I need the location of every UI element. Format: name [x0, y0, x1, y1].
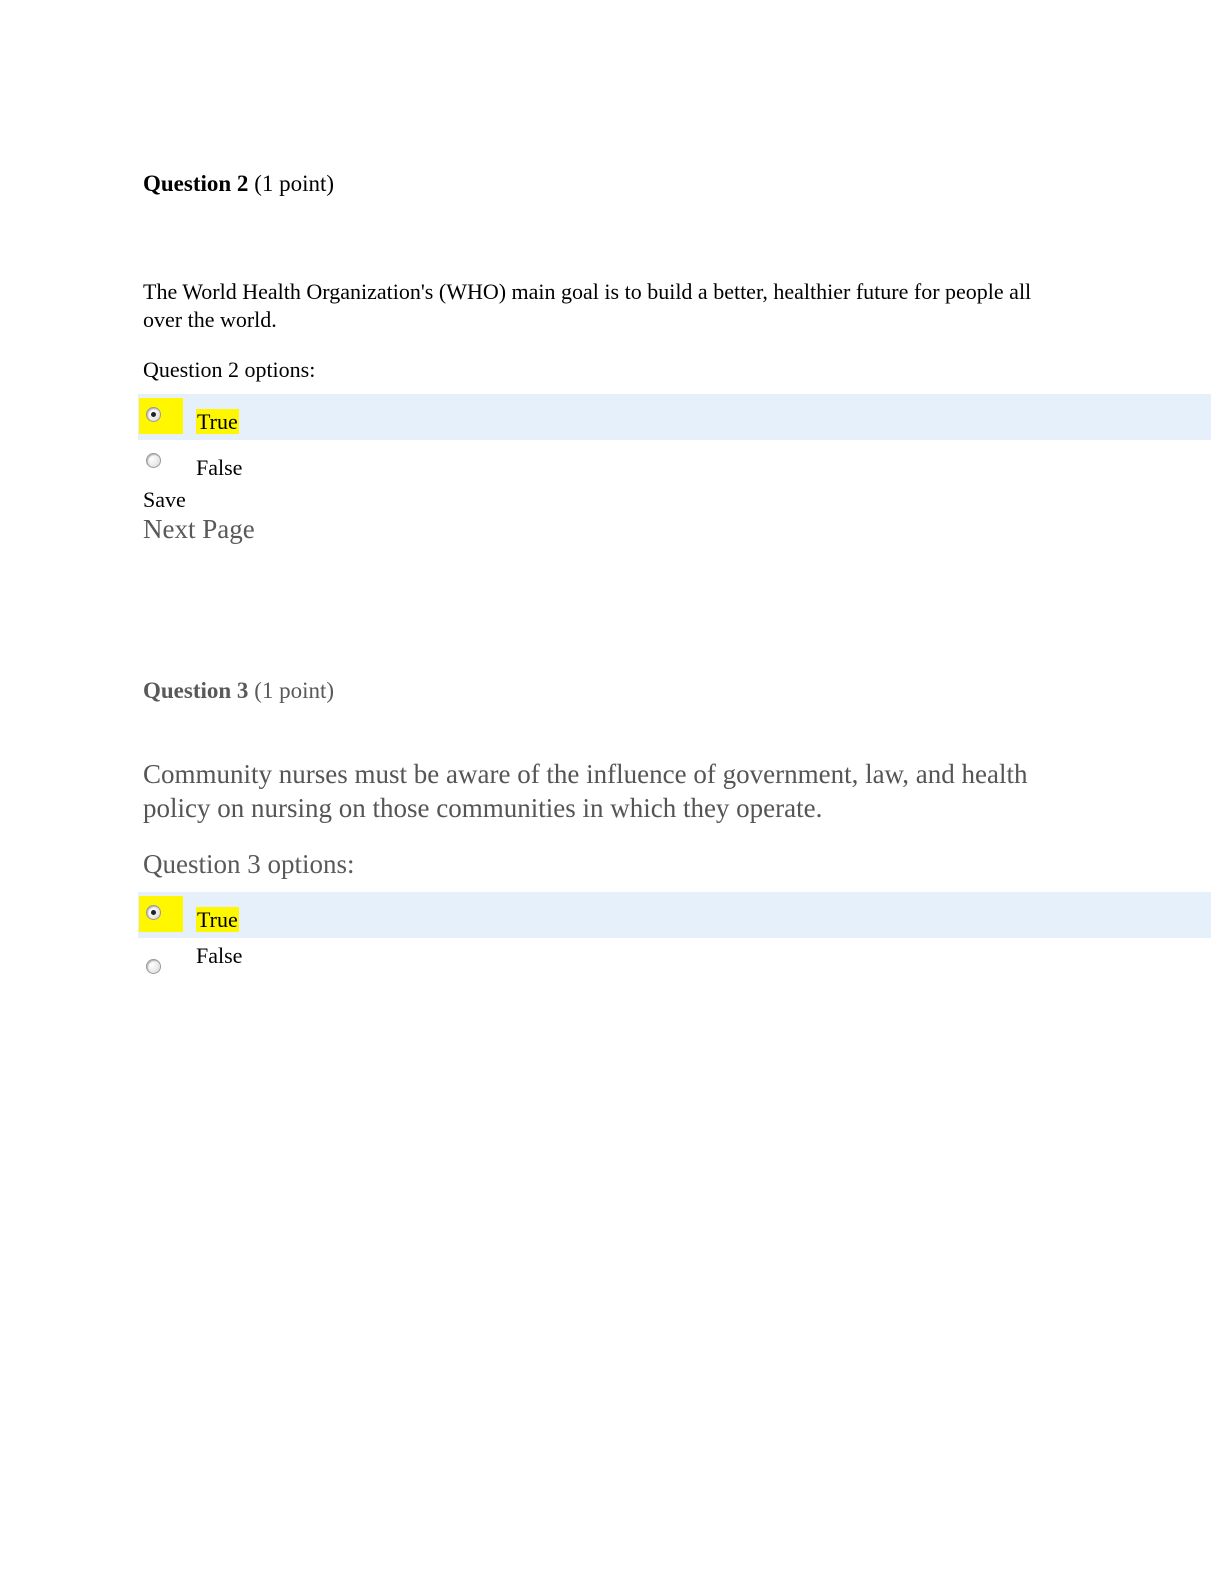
- question-3-option-false-label[interactable]: False: [196, 943, 243, 968]
- option-true-text: True: [197, 907, 238, 932]
- question-2-true-radio[interactable]: [146, 407, 161, 422]
- question-3-option-true-label[interactable]: [196, 906, 239, 934]
- question-2-points: (1 point): [254, 171, 335, 196]
- question-2-option-true-row[interactable]: [138, 394, 1211, 440]
- question-2-option-false-label[interactable]: False: [196, 455, 243, 480]
- question-2-number: Question 2: [143, 171, 249, 196]
- question-2-options-label: Question 2 options:: [143, 357, 316, 382]
- question-2-text: The World Health Organization's (WHO) main goal is to build a better, healthier future for people all over the world.: [143, 279, 1032, 332]
- next-page-link[interactable]: Next Page: [143, 514, 255, 544]
- question-3-true-radio[interactable]: [146, 905, 161, 920]
- question-3-number: Question 3: [143, 678, 249, 703]
- save-button[interactable]: Save: [143, 487, 186, 512]
- question-3-option-true-row[interactable]: [138, 892, 1211, 938]
- question-2-option-true-label[interactable]: [196, 408, 239, 436]
- question-3-points: (1 point): [254, 678, 335, 703]
- option-true-text: True: [197, 409, 238, 434]
- question-2-title: [143, 170, 334, 198]
- question-3-text: Community nurses must be aware of the influence of government, law, and health policy on nursing on those communities in which they operate.: [143, 759, 1028, 823]
- question-3-title: [143, 677, 334, 705]
- question-3-false-radio[interactable]: [146, 959, 161, 974]
- question-2-false-radio[interactable]: [146, 453, 161, 468]
- question-3-options-label: Question 3 options:: [143, 849, 355, 879]
